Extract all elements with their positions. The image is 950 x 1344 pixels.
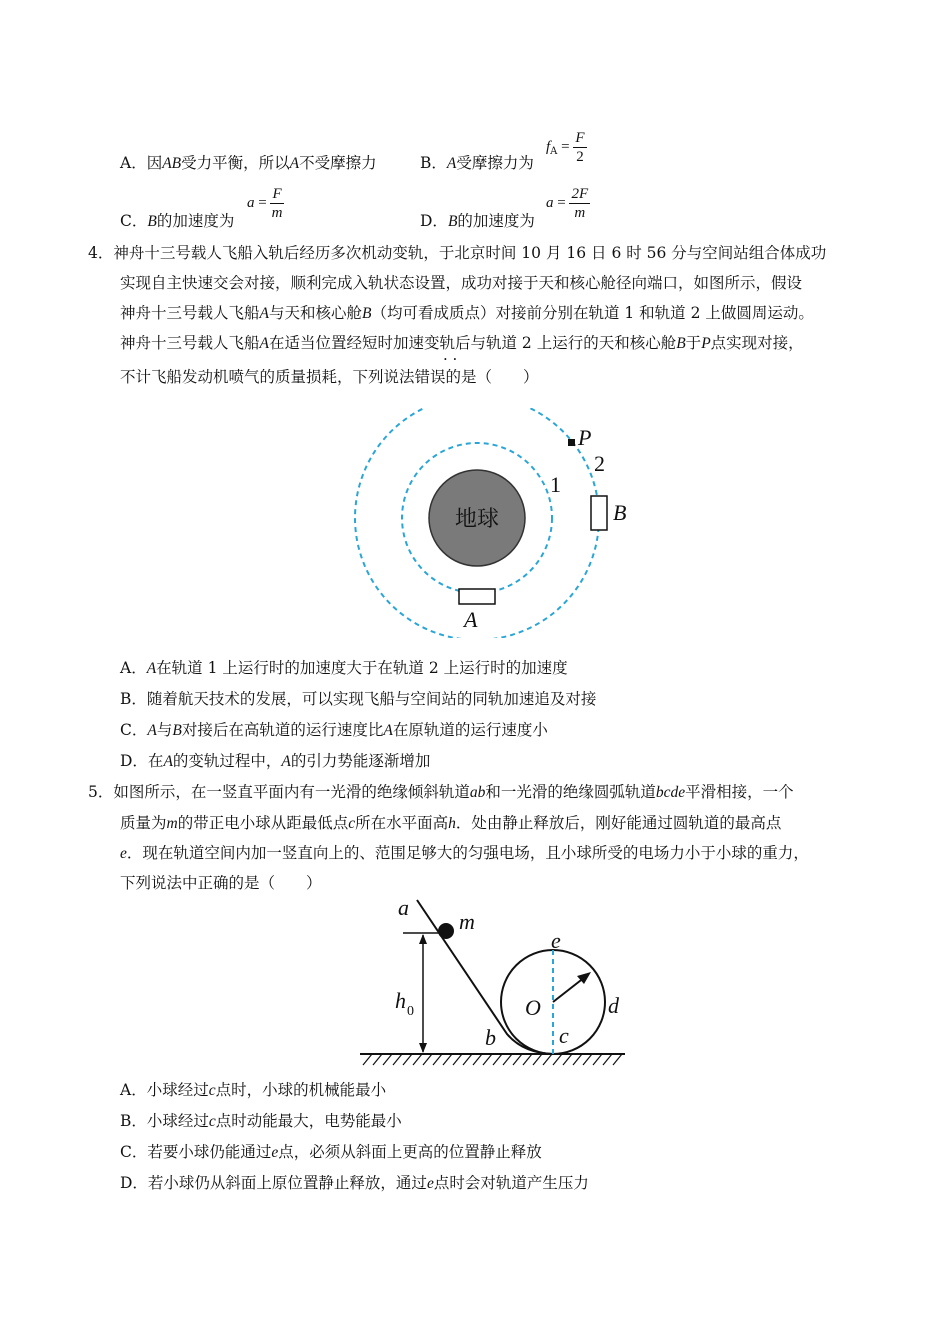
q3-opt-b-prefix: B．	[420, 154, 447, 172]
text-seg: 与天和核心舱	[268, 304, 362, 322]
q3-opt-a-tail: 不受摩擦力	[299, 154, 377, 172]
text-seg: 和一光滑的绝缘圆弧轨道	[485, 783, 656, 801]
var-p: P	[701, 335, 711, 352]
q3-option-c-formula: a = $\frac{F}{m}$	[247, 185, 283, 221]
arrow-up-icon	[419, 934, 427, 944]
text-seg: 点时会对轨道产生压力	[433, 1174, 589, 1192]
text-seg: A．小球经过	[120, 1081, 209, 1099]
var-e: e	[426, 1175, 434, 1192]
label-c: c	[559, 1023, 569, 1048]
text-seg: 点实现对接，	[710, 334, 804, 352]
text-seg: ．处由静止释放后，刚好能通过圆轨道的最高点	[455, 814, 782, 832]
frac-den: m	[574, 204, 586, 221]
q5-stem-line3	[120, 842, 809, 865]
var-b: B	[362, 305, 372, 322]
text-seg: 质量为	[120, 814, 167, 832]
q3-option-d-formula: a = $\frac{2F}{m}$	[546, 185, 589, 221]
q5-option-a	[120, 1079, 386, 1102]
var-a: A	[259, 335, 269, 352]
label-a: A	[464, 607, 478, 632]
q4-stem-line1: 4．神舟十三号载人飞船入轨后经历多次机动变轨，于北京时间 10 月 16 日 6 时 56 分与空间站组合体成功	[88, 244, 827, 262]
var-a: A	[259, 305, 269, 322]
q4-option-a	[120, 657, 568, 680]
var-a: A	[146, 660, 157, 677]
q3-option-b-formula: $f_A$ = $\frac{F}{2}$	[546, 129, 585, 165]
label-b: B	[613, 500, 627, 525]
q3-opt-d-prefix: D．	[420, 212, 448, 230]
var-e: e	[271, 1144, 279, 1161]
emphasis-dots: · ·	[443, 350, 458, 368]
var-a: A	[383, 722, 393, 739]
label-o: O	[525, 995, 541, 1020]
var-h: h	[448, 815, 456, 832]
var-c: c	[348, 815, 356, 832]
q3-opt-a-mid: 受力平衡，所以	[181, 154, 290, 172]
q3-opt-c-tail: 的加速度为	[156, 212, 235, 230]
fraction-f-over-2	[573, 129, 586, 166]
fraction-2f-over-m	[569, 185, 590, 222]
label-h: h	[395, 988, 406, 1013]
label-e: e	[551, 928, 561, 953]
frac-num: F	[272, 185, 282, 202]
var-b: B	[676, 335, 686, 352]
formula-a: a	[546, 195, 554, 211]
text-seg: A．	[120, 659, 147, 677]
text-seg: 点时，小球的机械能最小	[215, 1081, 387, 1099]
label-h-sub: 0	[407, 1004, 414, 1019]
var-a: A	[147, 722, 157, 739]
q4-option-b: B．随着航天技术的发展，可以实现飞船与空间站的同轨加速追及对接	[120, 690, 597, 708]
text-seg: 在轨道 1 上运行时的加速度大于在轨道 2 上运行时的加速度	[156, 659, 568, 677]
label-orbit-2: 2	[594, 451, 605, 476]
text-seg: 神舟十三号载人飞船	[120, 334, 260, 352]
q3-opt-d-tail: 的加速度为	[457, 212, 535, 230]
track-figure	[355, 895, 630, 1067]
q3-option-d	[420, 210, 535, 233]
var-ab: AB	[162, 155, 182, 172]
var-b: B	[447, 213, 458, 230]
text-seg: 5．如图所示，在一竖直平面内有一光滑的绝缘倾斜轨道	[88, 783, 470, 801]
q5-option-d	[120, 1172, 589, 1195]
formula-sub: A	[550, 146, 558, 157]
text-seg: 与	[156, 721, 173, 739]
text-seg: 所在水平面高	[355, 814, 449, 832]
var-a: A	[163, 753, 173, 770]
label-d: d	[608, 993, 619, 1018]
label-m: m	[459, 909, 475, 934]
q3-opt-c-prefix: C．	[120, 212, 148, 230]
q5-stem-line2	[120, 812, 781, 835]
var-bcde: bcde	[655, 784, 686, 801]
var-c: c	[208, 1113, 216, 1130]
arrow-down-icon	[419, 1043, 427, 1053]
text-seg: 平滑相接，一个	[685, 783, 794, 801]
text-seg: 的变轨过程中，	[172, 752, 282, 770]
label-p: P	[578, 425, 592, 450]
point-p-marker	[568, 439, 575, 446]
q5-stem-line4: 下列说法中正确的是（ ）	[120, 874, 322, 892]
q3-opt-b-tail: 受摩擦力为	[456, 154, 534, 172]
q4-stem-line4	[120, 332, 804, 355]
ball-m	[438, 923, 454, 939]
text-seg: 点，必须从斜面上更高的位置静止释放	[278, 1143, 542, 1161]
text-seg: 的带正电小球从距最低点	[177, 814, 349, 832]
label-a-point: a	[398, 895, 409, 920]
frac-num: F	[575, 129, 585, 146]
text-seg: D．在	[120, 752, 164, 770]
text-seg: B．小球经过	[120, 1112, 209, 1130]
var-b: B	[172, 722, 182, 739]
q3-option-c	[120, 210, 234, 233]
label-orbit-1: 1	[550, 472, 561, 497]
text-seg: 对接后在高轨道的运行速度比	[181, 721, 384, 739]
text-seg: 神舟十三号载人飞船	[120, 304, 260, 322]
q4-stem-line3	[120, 302, 814, 325]
label-b-point: b	[485, 1025, 496, 1050]
radius-arrow	[553, 977, 585, 1002]
text-seg: C．	[120, 721, 148, 739]
formula-f: f	[546, 139, 551, 155]
var-c: c	[208, 1082, 216, 1099]
text-seg: ．现在轨道空间内加一竖直向上的、范围足够大的匀强电场，且小球所受的电场力小于小球的重力，	[126, 844, 809, 862]
text-seg: 在原轨道的运行速度小	[392, 721, 548, 739]
orbit-figure	[340, 408, 640, 638]
text-seg: （均可看成质点）对接前分别在轨道 1 和轨道 2 上做圆周运动。	[371, 304, 814, 322]
ground-hatching	[363, 1054, 622, 1065]
q3-option-a	[120, 152, 377, 175]
spacecraft-a	[459, 589, 495, 604]
q3-opt-a-prefix: A．因	[120, 154, 163, 172]
text-seg: 的引力势能逐渐增加	[290, 752, 431, 770]
var-a: A	[289, 155, 300, 172]
frac-den: m	[271, 204, 283, 221]
q3-option-b	[420, 152, 534, 175]
fraction-f-over-m	[270, 185, 283, 222]
var-ab: ab	[469, 784, 486, 801]
module-b	[591, 496, 607, 530]
var-m: m	[166, 815, 178, 832]
text-seg: D．若小球仍从斜面上原位置静止释放，通过	[120, 1174, 427, 1192]
q4-option-c	[120, 719, 548, 742]
text-seg: 点时动能最大，电势能最小	[215, 1112, 402, 1130]
var-e: e	[120, 845, 127, 862]
q4-option-d	[120, 750, 430, 773]
text-seg: C．若要小球仍能通过	[120, 1143, 272, 1161]
var-a: A	[446, 155, 457, 172]
var-a: A	[281, 753, 291, 770]
q5-option-c	[120, 1141, 542, 1164]
formula-a: a	[247, 195, 255, 211]
text-seg: 在适当位置经短时加速变轨后与轨道 2 上运行的天和核心舱	[268, 334, 677, 352]
var-b: B	[147, 213, 157, 230]
text-seg: 于	[685, 334, 702, 352]
q4-stem-line2: 实现自主快速交会对接，顺利完成入轨状态设置，成功对接于天和核心舱径向端口，如图所示，假设	[120, 274, 803, 292]
frac-num: 2F	[571, 185, 589, 202]
q5-option-b	[120, 1110, 402, 1133]
earth-label: 地球	[454, 506, 500, 531]
frac-den: 2	[576, 148, 584, 165]
q5-stem-line1	[88, 781, 794, 804]
q4-stem-line5: 不计飞船发动机喷气的质量损耗，下列说法错误的是（ ）	[120, 368, 539, 386]
